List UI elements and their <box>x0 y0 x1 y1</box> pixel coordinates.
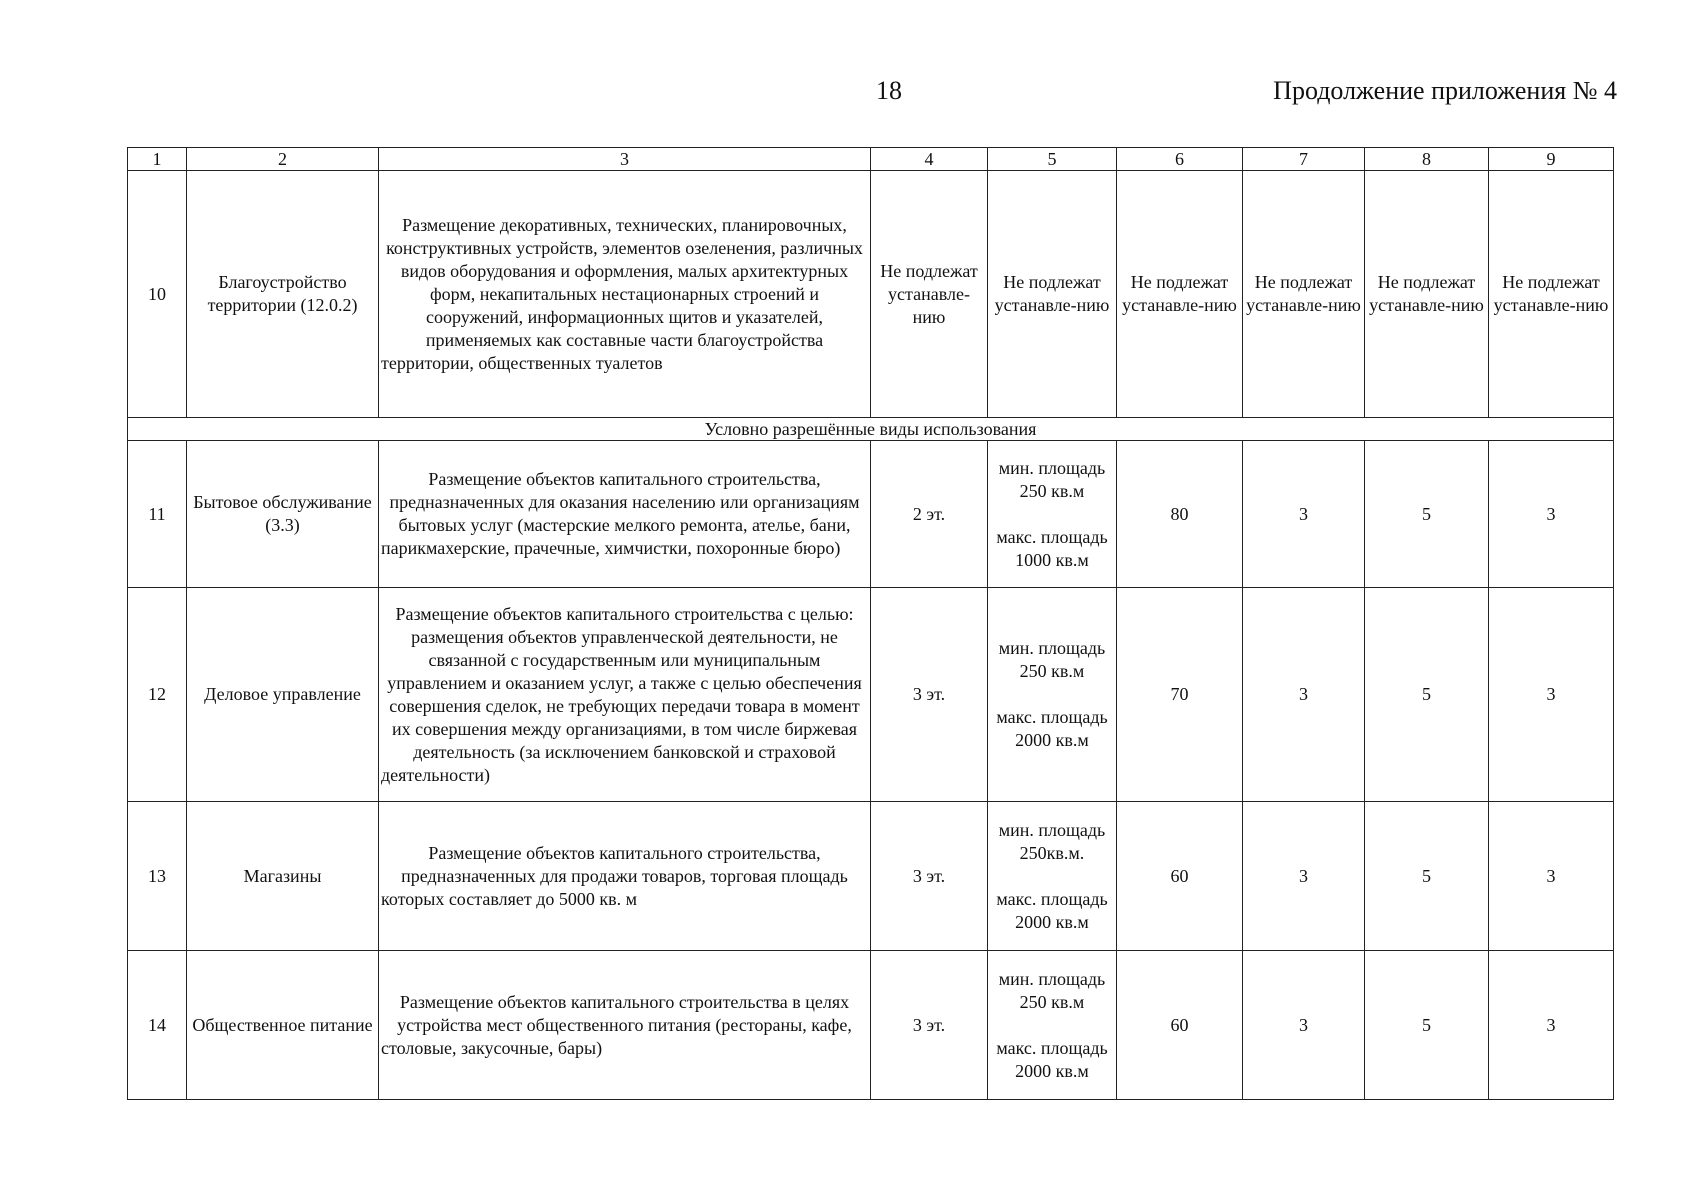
max-floors: Не подлежат устанавле-нию <box>871 171 988 418</box>
area-max-value: 2000 кв.м <box>1015 911 1089 932</box>
col-8-value: 5 <box>1365 951 1489 1100</box>
column-number: 2 <box>187 148 379 171</box>
plot-area <box>988 951 1117 1100</box>
use-type-description: Размещение декоративных, технических, планировочных, конструктивных устройств, элементов озеленения, различных видов оборудования и оформления, малых архитектурных форм, некапитальных нестационарных строений и сооружений, информационных щитов и указателей, применяемых как составные части благоустройства территории, общественных туалетов <box>379 171 871 418</box>
area-max-label: макс. площадь <box>996 888 1108 909</box>
regulations-table <box>127 147 1614 1100</box>
row-number: 10 <box>128 171 187 418</box>
col-9-value: 3 <box>1489 951 1614 1100</box>
use-type-description: Размещение объектов капитального строительства, предназначенных для продажи товаров, торговая площадь которых составляет до 5000 кв. м <box>379 802 871 951</box>
column-number: 8 <box>1365 148 1489 171</box>
max-floors: 3 эт. <box>871 951 988 1100</box>
area-min-label: мин. площадь <box>998 638 1106 658</box>
use-type-description: Размещение объектов капитального строительства с целью: размещения объектов управленческой деятельности, не связанной с государственным или муниципальным управлением и оказанием услуг, а также с целью обеспечения совершения сделок, не требующих передачи товара в момент их совершения между организациями, в том числе биржевая деятельность (за исключением банковской и страховой деятельности) <box>379 588 871 802</box>
col-6-value: 60 <box>1117 802 1243 951</box>
area-min-value: 250 кв.м <box>1019 661 1085 681</box>
table-row <box>128 802 1614 951</box>
area-min-label: мин. площадь <box>998 457 1106 478</box>
page-caption: Продолжение приложения № 4 <box>1273 76 1617 105</box>
area-max-value: 1000 кв.м <box>1015 549 1089 570</box>
area-min-value: 250кв.м. <box>1019 842 1085 863</box>
col-7-value: 3 <box>1243 951 1365 1100</box>
use-type-description: Размещение объектов капитального строительства, предназначенных для оказания населению или организациям бытовых услуг (мастерские мелкого ремонта, ателье, бани, парикмахерские, прачечные, химчистки, похоронные бюро) <box>379 441 871 588</box>
page-number: 18 <box>876 76 902 105</box>
area-max-value: 2000 кв.м <box>1015 1060 1089 1081</box>
col-9-value: 3 <box>1489 441 1614 588</box>
use-type-name: Благоустройство территории (12.0.2) <box>187 171 379 418</box>
column-number: 1 <box>128 148 187 171</box>
use-type-name: Бытовое обслуживание (3.3) <box>187 441 379 588</box>
area-max-label: макс. площадь <box>996 1037 1108 1058</box>
row-number: 14 <box>128 951 187 1100</box>
col-6-value: Не подлежат устанавле-нию <box>1117 171 1243 418</box>
plot-area <box>988 588 1117 802</box>
use-type-description: Размещение объектов капитального строительства в целях устройства мест общественного питания (рестораны, кафе, столовые, закусочные, бары) <box>379 951 871 1100</box>
row-number: 12 <box>128 588 187 802</box>
row-number: 11 <box>128 441 187 588</box>
section-header-row <box>128 418 1614 441</box>
col-7-value: 3 <box>1243 441 1365 588</box>
col-7-value: 3 <box>1243 802 1365 951</box>
col-6-value: 80 <box>1117 441 1243 588</box>
plot-area: Не подлежат устанавле-нию <box>988 171 1117 418</box>
column-number: 3 <box>379 148 871 171</box>
use-type-name: Деловое управление <box>187 588 379 802</box>
col-8-value: 5 <box>1365 441 1489 588</box>
area-max-value: 2000 кв.м <box>1015 730 1089 750</box>
col-6-value: 70 <box>1117 588 1243 802</box>
row-number: 13 <box>128 802 187 951</box>
column-number: 7 <box>1243 148 1365 171</box>
area-max-label: макс. площадь <box>996 707 1108 727</box>
area-min-value: 250 кв.м <box>1019 480 1085 501</box>
table-row <box>128 441 1614 588</box>
table-row <box>128 951 1614 1100</box>
table-row <box>128 171 1614 418</box>
area-min-label: мин. площадь <box>998 968 1106 989</box>
col-8-value: 5 <box>1365 802 1489 951</box>
area-min-label: мин. площадь <box>998 819 1106 840</box>
col-6-value: 60 <box>1117 951 1243 1100</box>
col-7-value: 3 <box>1243 588 1365 802</box>
col-9-value: Не подлежат устанавле-нию <box>1489 171 1614 418</box>
col-8-value: Не подлежат устанавле-нию <box>1365 171 1489 418</box>
column-number: 6 <box>1117 148 1243 171</box>
area-max-label: макс. площадь <box>996 526 1108 547</box>
column-number: 5 <box>988 148 1117 171</box>
max-floors: 3 эт. <box>871 588 988 802</box>
col-8-value: 5 <box>1365 588 1489 802</box>
table-row <box>128 588 1614 802</box>
col-9-value: 3 <box>1489 588 1614 802</box>
plot-area <box>988 802 1117 951</box>
column-number-row <box>128 148 1614 171</box>
area-min-value: 250 кв.м <box>1019 991 1085 1012</box>
max-floors: 3 эт. <box>871 802 988 951</box>
column-number: 9 <box>1489 148 1614 171</box>
col-9-value: 3 <box>1489 802 1614 951</box>
column-number: 4 <box>871 148 988 171</box>
col-7-value: Не подлежат устанавле-нию <box>1243 171 1365 418</box>
max-floors: 2 эт. <box>871 441 988 588</box>
use-type-name: Общественное питание <box>187 951 379 1100</box>
use-type-name: Магазины <box>187 802 379 951</box>
section-title: Условно разрешённые виды использования <box>128 418 1614 441</box>
plot-area <box>988 441 1117 588</box>
